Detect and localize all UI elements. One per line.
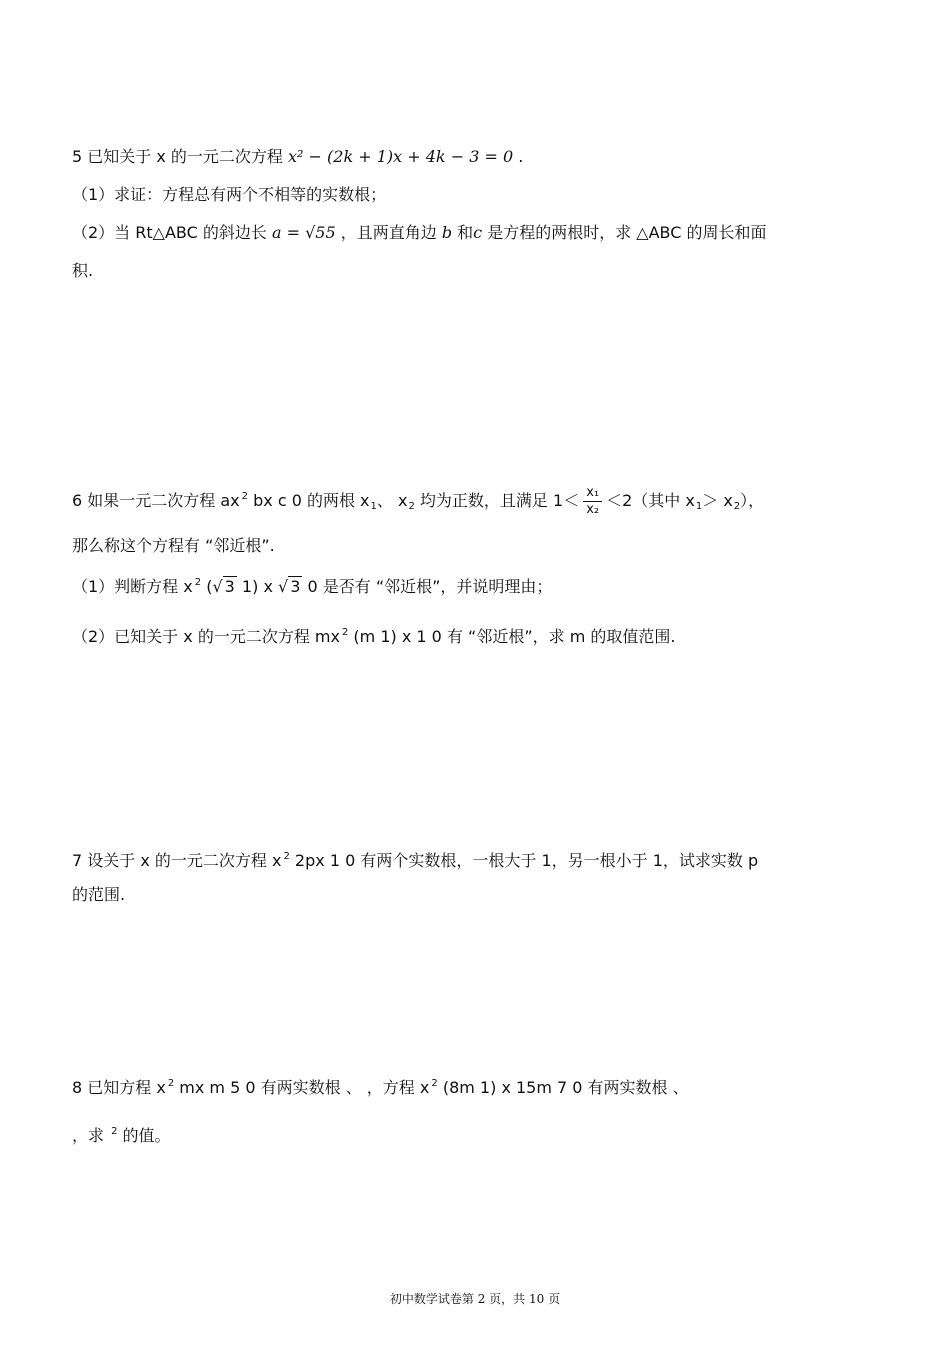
q6-subscript: 2 bbox=[408, 501, 415, 512]
q6-sqrt: 3 bbox=[224, 577, 235, 596]
q6-frac-num: x₁ bbox=[583, 485, 602, 502]
q5-text: 5 已知关于 bbox=[72, 147, 157, 166]
q6-text: ＞ x bbox=[702, 491, 733, 510]
q8-text: mx m 5 0 有两实数根 、 ，方程 x bbox=[174, 1078, 430, 1097]
q6-text: 的两根 x bbox=[301, 491, 370, 510]
q5-text: 和 bbox=[452, 223, 474, 242]
q6-equation: ax bbox=[220, 491, 240, 510]
q5-text: 的一元二次方程 bbox=[165, 147, 289, 166]
q5-text: 是方程的两根时，求 △ABC 的周长和面 bbox=[482, 223, 767, 242]
q7-line2: 的范围. bbox=[72, 885, 126, 904]
q8-line1 bbox=[72, 1073, 689, 1099]
q8-text: (8m 1) x 15m 7 0 有两实数根 、 bbox=[437, 1078, 689, 1097]
q6-part1: （1）判断方程 x $^2$ (√ 3 1) x √ 3 0 是否有 “邻近根”，并说明理由； bbox=[72, 577, 553, 596]
q5-part1: （1）求证：方程总有两个不相等的实数根； bbox=[72, 185, 387, 204]
q6-text: 6 如果一元二次方程 bbox=[72, 491, 221, 510]
q5-var-x: x bbox=[156, 147, 166, 166]
q8-text: 的值。 bbox=[117, 1126, 171, 1145]
q5-text: （2）当 Rt△ABC 的斜边长 bbox=[72, 223, 272, 242]
q7-text: 2px 1 0 有两个实数根，一根大于 1，另一根小于 1，试求实数 p bbox=[289, 851, 759, 870]
q5-line1 bbox=[72, 146, 523, 168]
q6-text: 、 x bbox=[376, 491, 408, 510]
q6-text: （1）判断方程 x bbox=[72, 577, 193, 596]
q6-text: 1) x bbox=[236, 577, 278, 596]
q6-subscript: 1 bbox=[370, 501, 377, 512]
q6-line1 bbox=[72, 485, 764, 518]
q6-fraction bbox=[583, 485, 602, 518]
q5-part2 bbox=[72, 222, 767, 244]
q6-frac-den: x₂ bbox=[586, 502, 600, 517]
q7-exponent: 2 bbox=[283, 851, 290, 862]
q8-exponent: 2 bbox=[111, 1126, 118, 1137]
q8-text: 8 已知方程 x bbox=[72, 1078, 166, 1097]
q5-part2-end: 积. bbox=[72, 261, 94, 280]
q8-exponent: 2 bbox=[431, 1078, 438, 1089]
q6-sqrt: 3 bbox=[290, 577, 301, 596]
q6-text: ＜2（其中 x bbox=[606, 491, 695, 510]
q6-exponent: 2 bbox=[194, 577, 202, 588]
q6-part2 bbox=[72, 622, 675, 648]
q6-text: （2）已知关于 x 的一元二次方程 mx bbox=[72, 627, 340, 646]
q5-text: ，且两直角边 bbox=[335, 223, 442, 242]
q6-exponent: 2 bbox=[241, 491, 249, 502]
q5-hypotenuse: a = √55 bbox=[271, 223, 336, 242]
q6-subscript: 1 bbox=[695, 501, 703, 512]
q5-text: . bbox=[513, 147, 524, 166]
q6-text: ( bbox=[201, 577, 213, 596]
q8-exponent: 2 bbox=[167, 1078, 175, 1089]
q6-text: 均为正数，且满足 1＜ bbox=[414, 491, 580, 510]
q8-text: ，求 bbox=[72, 1126, 110, 1145]
q8-line2 bbox=[72, 1121, 171, 1147]
q6-exponent: 2 bbox=[341, 627, 349, 638]
q6-equation: bx c 0 bbox=[248, 491, 302, 510]
page-footer: 初中数学试卷第 2 页，共 10 页 bbox=[389, 1292, 561, 1306]
q7-text: 7 设关于 x 的一元二次方程 x bbox=[72, 851, 282, 870]
q6-text: ）， bbox=[740, 491, 765, 510]
q6-text: 0 是否有 “邻近根”，并说明理由； bbox=[302, 577, 553, 596]
q6-line2: 那么称这个方程有 “邻近根”. bbox=[72, 536, 275, 555]
q5-equation: x² − (2k + 1)x + 4k − 3 = 0 bbox=[288, 147, 514, 166]
q7-line1 bbox=[72, 846, 758, 872]
q6-text: (m 1) x 1 0 有 “邻近根”，求 m 的取值范围. bbox=[348, 627, 676, 646]
q5-var-c: c bbox=[473, 223, 483, 242]
q5-var-b: b bbox=[441, 223, 453, 242]
q6-subscript: 2 bbox=[733, 501, 741, 512]
